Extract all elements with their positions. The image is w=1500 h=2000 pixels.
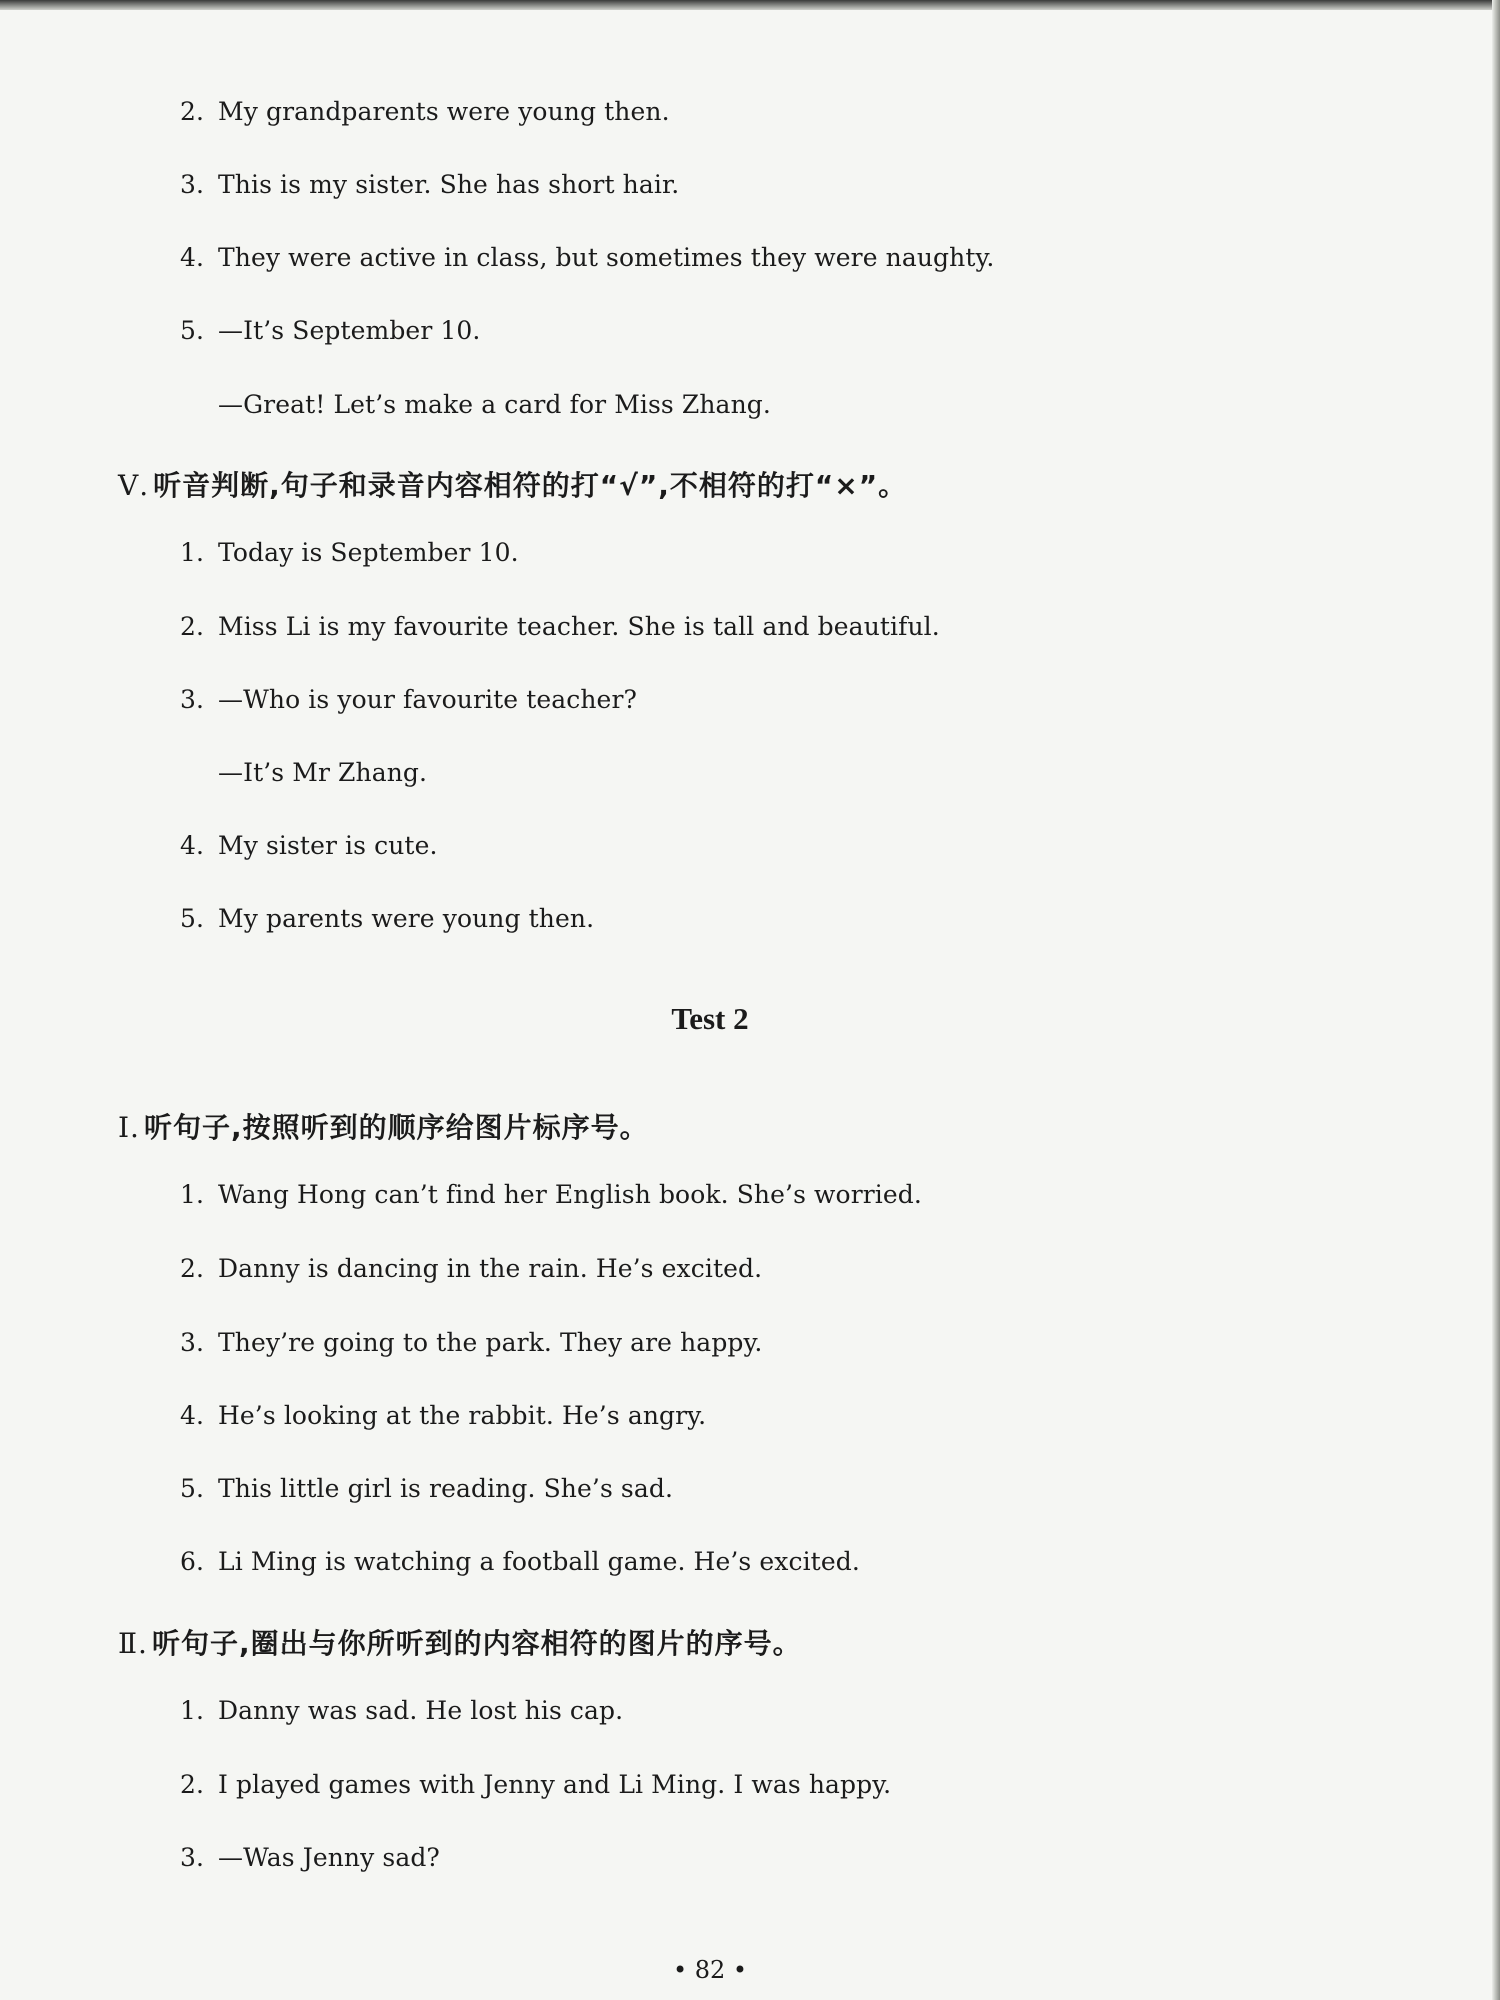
item-number: 2. — [180, 1254, 205, 1283]
item-text: They’re going to the park. They are happy. — [218, 1328, 763, 1357]
item-number: 1. — [180, 1696, 205, 1725]
item-text: Danny is dancing in the rain. He’s excited. — [218, 1254, 763, 1283]
item-number: 3. — [180, 685, 205, 714]
item-text: My grandparents were young then. — [218, 97, 670, 126]
item-number: 2. — [180, 612, 205, 641]
item-number: 5. — [180, 904, 205, 933]
item-number: 2. — [180, 1770, 205, 1799]
item-text: Li Ming is watching a football game. He’s excited. — [218, 1547, 860, 1576]
item-text: Danny was sad. He lost his cap. — [218, 1696, 624, 1725]
item-text: This is my sister. She has short hair. — [218, 170, 680, 199]
item-text: My parents were young then. — [218, 904, 595, 933]
item-number: 1. — [180, 1180, 205, 1209]
item-number: 4. — [180, 1401, 205, 1430]
item-number: 5. — [180, 1474, 205, 1503]
item-text: —Who is your favourite teacher? — [218, 685, 638, 714]
item-text: Miss Li is my favourite teacher. She is tall and beautiful. — [218, 612, 940, 641]
section-i-number: Ⅰ. — [118, 1111, 140, 1144]
section-v-title: 听音判断,句子和录音内容相符的打“√”,不相符的打“×”。 — [153, 469, 908, 502]
section-i-heading — [118, 1108, 649, 1148]
scan-right-edge — [1492, 0, 1500, 2000]
page-number: • 82 • — [672, 1956, 748, 1984]
item-text: I played games with Jenny and Li Ming. I was happy. — [218, 1770, 892, 1799]
section-v-number: Ⅴ. — [118, 469, 150, 502]
section-ii-title: 听句子,圈出与你所听到的内容相符的图片的序号。 — [151, 1627, 802, 1660]
item-number: 6. — [180, 1547, 205, 1576]
item-text: They were active in class, but sometimes they were naughty. — [218, 243, 995, 272]
item-number: 4. — [180, 243, 205, 272]
test-title: Test 2 — [671, 1001, 749, 1036]
item-number: 2. — [180, 97, 205, 126]
item-number: 1. — [180, 538, 205, 567]
item-number: 5. — [180, 316, 205, 345]
item-text: My sister is cute. — [218, 831, 438, 860]
item-number: 3. — [180, 170, 205, 199]
item-number: 3. — [180, 1843, 205, 1872]
item-text: Today is September 10. — [218, 538, 519, 567]
section-ii-number: Ⅱ. — [118, 1627, 148, 1660]
item-text: —Was Jenny sad? — [218, 1843, 440, 1872]
item-text: He’s looking at the rabbit. He’s angry. — [218, 1401, 707, 1430]
scan-top-edge — [0, 0, 1500, 10]
section-ii-heading — [118, 1624, 802, 1664]
item-reply: —It’s Mr Zhang. — [218, 758, 428, 787]
section-i-title: 听句子,按照听到的顺序给图片标序号。 — [143, 1111, 649, 1144]
item-reply: —Great! Let’s make a card for Miss Zhang. — [218, 390, 771, 419]
item-text: —It’s September 10. — [218, 316, 481, 345]
item-text: Wang Hong can’t find her English book. She’s worried. — [218, 1180, 922, 1209]
item-number: 3. — [180, 1328, 205, 1357]
item-number: 4. — [180, 831, 205, 860]
section-v-heading — [118, 466, 907, 506]
item-text: This little girl is reading. She’s sad. — [218, 1474, 674, 1503]
